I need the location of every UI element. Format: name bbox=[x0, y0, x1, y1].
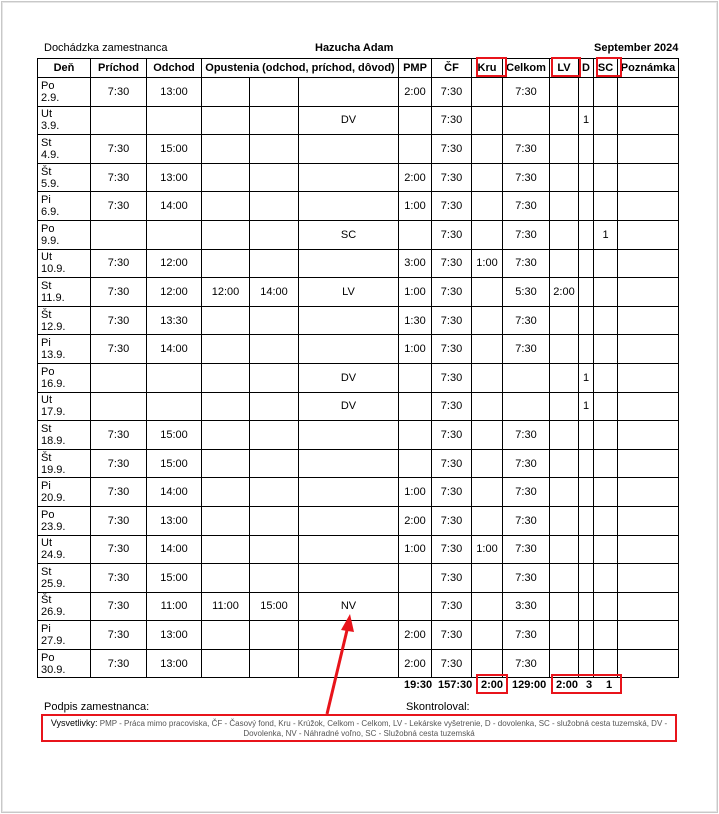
weekday-label: Po bbox=[41, 79, 55, 92]
departure-cell: 15:00 bbox=[147, 135, 202, 164]
departure-cell: 15:00 bbox=[147, 564, 202, 593]
date-label: 30.9. bbox=[41, 663, 66, 676]
pmp-cell: 2:00 bbox=[399, 621, 432, 650]
col-header-cf: ČF bbox=[432, 59, 472, 78]
date-label: 4.9. bbox=[41, 148, 60, 161]
departure-cell: 12:00 bbox=[147, 278, 202, 307]
arrival-cell: 7:30 bbox=[91, 564, 147, 593]
cf-cell: 7:30 bbox=[432, 592, 472, 621]
leave-reason-cell: SC bbox=[299, 220, 399, 249]
cf-cell: 7:30 bbox=[432, 306, 472, 335]
departure-cell: 14:00 bbox=[147, 192, 202, 221]
lv-cell: 2:00 bbox=[550, 278, 579, 307]
pmp-cell: 1:00 bbox=[399, 335, 432, 364]
col-header-lv: LV bbox=[550, 59, 579, 78]
date-label: 16.9. bbox=[41, 377, 66, 390]
cf-cell: 7:30 bbox=[432, 535, 472, 564]
arrival-cell: 7:30 bbox=[91, 649, 147, 678]
total-cell: 7:30 bbox=[503, 535, 550, 564]
total-kru: 2:00 bbox=[481, 679, 504, 691]
total-sc: 1 bbox=[606, 679, 613, 691]
date-label: 12.9. bbox=[41, 320, 66, 333]
col-header-note: Poznámka bbox=[618, 59, 679, 78]
departure-cell: 14:00 bbox=[147, 478, 202, 507]
arrival-cell: 7:30 bbox=[91, 249, 147, 278]
pmp-cell: 1:00 bbox=[399, 535, 432, 564]
col-header-pmp: PMP bbox=[399, 59, 432, 78]
departure-cell: 13:00 bbox=[147, 649, 202, 678]
date-label: 9.9. bbox=[41, 234, 60, 247]
total-cell: 7:30 bbox=[503, 649, 550, 678]
leave-return-cell: 15:00 bbox=[250, 592, 299, 621]
date-label: 25.9. bbox=[41, 577, 66, 590]
sc-cell: 1 bbox=[594, 220, 618, 249]
arrival-cell: 7:30 bbox=[91, 535, 147, 564]
weekday-label: St bbox=[41, 136, 52, 149]
checked-label: Skontroloval: bbox=[406, 701, 470, 713]
arrival-cell: 7:30 bbox=[91, 78, 147, 107]
total-pmp: 19:30 bbox=[404, 679, 433, 691]
pmp-cell: 1:30 bbox=[399, 306, 432, 335]
weekday-label: St bbox=[41, 565, 52, 578]
departure-cell: 13:00 bbox=[147, 621, 202, 650]
total-cell: 7:30 bbox=[503, 192, 550, 221]
weekday-label: Pi bbox=[41, 480, 51, 493]
weekday-label: Pi bbox=[41, 194, 51, 207]
arrival-cell: 7:30 bbox=[91, 335, 147, 364]
date-label: 10.9. bbox=[41, 263, 66, 276]
cf-cell: 7:30 bbox=[432, 249, 472, 278]
col-header-arrival: Príchod bbox=[91, 59, 147, 78]
cf-cell: 7:30 bbox=[432, 649, 472, 678]
total-cell: 7:30 bbox=[503, 564, 550, 593]
d-cell: 1 bbox=[579, 392, 594, 421]
total-cell: 7:30 bbox=[503, 449, 550, 478]
cf-cell: 7:30 bbox=[432, 335, 472, 364]
departure-cell: 13:00 bbox=[147, 78, 202, 107]
date-label: 17.9. bbox=[41, 406, 66, 419]
weekday-label: St bbox=[41, 279, 52, 292]
date-label: 24.9. bbox=[41, 549, 66, 562]
departure-cell: 14:00 bbox=[147, 335, 202, 364]
pmp-cell: 2:00 bbox=[399, 649, 432, 678]
cf-cell: 7:30 bbox=[432, 278, 472, 307]
leave-out-cell: 12:00 bbox=[202, 278, 250, 307]
arrival-cell: 7:30 bbox=[91, 163, 147, 192]
col-header-departure: Odchod bbox=[147, 59, 202, 78]
total-cell: 7:30 bbox=[503, 478, 550, 507]
leave-reason-cell: DV bbox=[299, 106, 399, 135]
date-label: 3.9. bbox=[41, 120, 60, 133]
cf-cell: 7:30 bbox=[432, 163, 472, 192]
arrival-cell: 7:30 bbox=[91, 306, 147, 335]
departure-cell: 11:00 bbox=[147, 592, 202, 621]
total-cell: 7:30 bbox=[503, 163, 550, 192]
total-cell: 7:30 bbox=[503, 78, 550, 107]
cf-cell: 7:30 bbox=[432, 621, 472, 650]
col-header-leaves: Opustenia (odchod, príchod, dôvod) bbox=[202, 59, 399, 78]
total-cell: 7:30 bbox=[503, 306, 550, 335]
date-label: 6.9. bbox=[41, 206, 60, 219]
total-cf: 157:30 bbox=[438, 679, 473, 691]
arrival-cell: 7:30 bbox=[91, 278, 147, 307]
legend-text: PMP - Práca mimo pracoviska, ČF - Časový fond, Kru - Krúžok, Celkom - Celkom, LV - Lekárske vyšetrenie, D - dovolenka, SC - služobná cesta tuzemská, DV - Dovolenka, NV - Náhradné voľno, SC - Služobná cesta tuzemská bbox=[99, 719, 668, 738]
cf-cell: 7:30 bbox=[432, 220, 472, 249]
departure-cell: 15:00 bbox=[147, 421, 202, 450]
arrival-cell: 7:30 bbox=[91, 621, 147, 650]
pmp-cell: 1:00 bbox=[399, 192, 432, 221]
weekday-label: Po bbox=[41, 508, 55, 521]
col-header-sc: SC bbox=[594, 59, 618, 78]
date-label: 11.9. bbox=[41, 291, 65, 304]
arrival-cell: 7:30 bbox=[91, 421, 147, 450]
date-label: 20.9. bbox=[41, 492, 66, 505]
weekday-label: Ut bbox=[41, 394, 52, 407]
employee-name: Hazucha Adam bbox=[315, 42, 394, 54]
departure-cell: 13:00 bbox=[147, 506, 202, 535]
arrival-cell: 7:30 bbox=[91, 478, 147, 507]
cf-cell: 7:30 bbox=[432, 478, 472, 507]
weekday-label: Po bbox=[41, 651, 55, 664]
leave-reason-cell: LV bbox=[299, 278, 399, 307]
date-label: 18.9. bbox=[41, 434, 66, 447]
kru-cell: 1:00 bbox=[472, 535, 503, 564]
leave-reason-cell: DV bbox=[299, 363, 399, 392]
weekday-label: Št bbox=[41, 594, 52, 607]
cf-cell: 7:30 bbox=[432, 135, 472, 164]
departure-cell: 14:00 bbox=[147, 535, 202, 564]
pmp-cell: 1:00 bbox=[399, 278, 432, 307]
total-cell: 7:30 bbox=[503, 621, 550, 650]
pmp-cell: 1:00 bbox=[399, 478, 432, 507]
arrival-cell: 7:30 bbox=[91, 506, 147, 535]
departure-cell: 15:00 bbox=[147, 449, 202, 478]
arrival-cell: 7:30 bbox=[91, 135, 147, 164]
cf-cell: 7:30 bbox=[432, 564, 472, 593]
total-cell: 5:30 bbox=[503, 278, 550, 307]
cf-cell: 7:30 bbox=[432, 392, 472, 421]
total-cell: 7:30 bbox=[503, 249, 550, 278]
total-cell: 7:30 bbox=[503, 335, 550, 364]
cf-cell: 7:30 bbox=[432, 449, 472, 478]
arrival-cell: 7:30 bbox=[91, 592, 147, 621]
weekday-label: Ut bbox=[41, 251, 52, 264]
weekday-label: Po bbox=[41, 365, 55, 378]
weekday-label: Ut bbox=[41, 108, 52, 121]
total-cell: 3:30 bbox=[503, 592, 550, 621]
weekday-label: Ut bbox=[41, 537, 52, 550]
date-label: 19.9. bbox=[41, 463, 66, 476]
pmp-cell: 2:00 bbox=[399, 506, 432, 535]
departure-cell: 12:00 bbox=[147, 249, 202, 278]
total-lv: 2:00 bbox=[556, 679, 579, 691]
kru-cell: 1:00 bbox=[472, 249, 503, 278]
col-header-d: D bbox=[579, 59, 594, 78]
col-header-day: Deň bbox=[38, 59, 91, 78]
total-cell: 7:30 bbox=[503, 421, 550, 450]
total-cell: 7:30 bbox=[503, 135, 550, 164]
d-cell: 1 bbox=[579, 106, 594, 135]
col-header-total: Celkom bbox=[503, 59, 550, 78]
weekday-label: St bbox=[41, 422, 52, 435]
weekday-label: Pi bbox=[41, 623, 51, 636]
date-label: 23.9. bbox=[41, 520, 66, 533]
date-label: 5.9. bbox=[41, 177, 60, 190]
departure-cell: 13:30 bbox=[147, 306, 202, 335]
weekday-label: Po bbox=[41, 222, 55, 235]
weekday-label: Št bbox=[41, 451, 52, 464]
departure-cell: 13:00 bbox=[147, 163, 202, 192]
date-label: 27.9. bbox=[41, 635, 66, 648]
leave-reason-cell: DV bbox=[299, 392, 399, 421]
pmp-cell: 2:00 bbox=[399, 78, 432, 107]
period-label: September 2024 bbox=[594, 42, 679, 54]
cf-cell: 7:30 bbox=[432, 78, 472, 107]
leave-out-cell: 11:00 bbox=[202, 592, 250, 621]
cf-cell: 7:30 bbox=[432, 421, 472, 450]
arrival-cell: 7:30 bbox=[91, 192, 147, 221]
document-title: Dochádzka zamestnanca bbox=[44, 42, 168, 54]
pmp-cell: 2:00 bbox=[399, 163, 432, 192]
leave-reason-cell: NV bbox=[299, 592, 399, 621]
date-label: 26.9. bbox=[41, 606, 66, 619]
weekday-label: Pi bbox=[41, 337, 51, 350]
arrival-cell: 7:30 bbox=[91, 449, 147, 478]
total-cell: 7:30 bbox=[503, 506, 550, 535]
pmp-cell: 3:00 bbox=[399, 249, 432, 278]
legend-label: Vysvetlivky: bbox=[50, 718, 98, 728]
leave-return-cell: 14:00 bbox=[250, 278, 299, 307]
date-label: 2.9. bbox=[41, 91, 60, 104]
cf-cell: 7:30 bbox=[432, 192, 472, 221]
cf-cell: 7:30 bbox=[432, 106, 472, 135]
total-total: 129:00 bbox=[512, 679, 547, 691]
total-cell: 7:30 bbox=[503, 220, 550, 249]
date-label: 13.9. bbox=[41, 349, 66, 362]
cf-cell: 7:30 bbox=[432, 363, 472, 392]
signature-label: Podpis zamestnanca: bbox=[44, 701, 150, 713]
total-d: 3 bbox=[586, 679, 593, 691]
col-header-kru: Kru bbox=[472, 59, 503, 78]
cf-cell: 7:30 bbox=[432, 506, 472, 535]
weekday-label: Št bbox=[41, 165, 52, 178]
d-cell: 1 bbox=[579, 363, 594, 392]
weekday-label: Št bbox=[41, 308, 52, 321]
